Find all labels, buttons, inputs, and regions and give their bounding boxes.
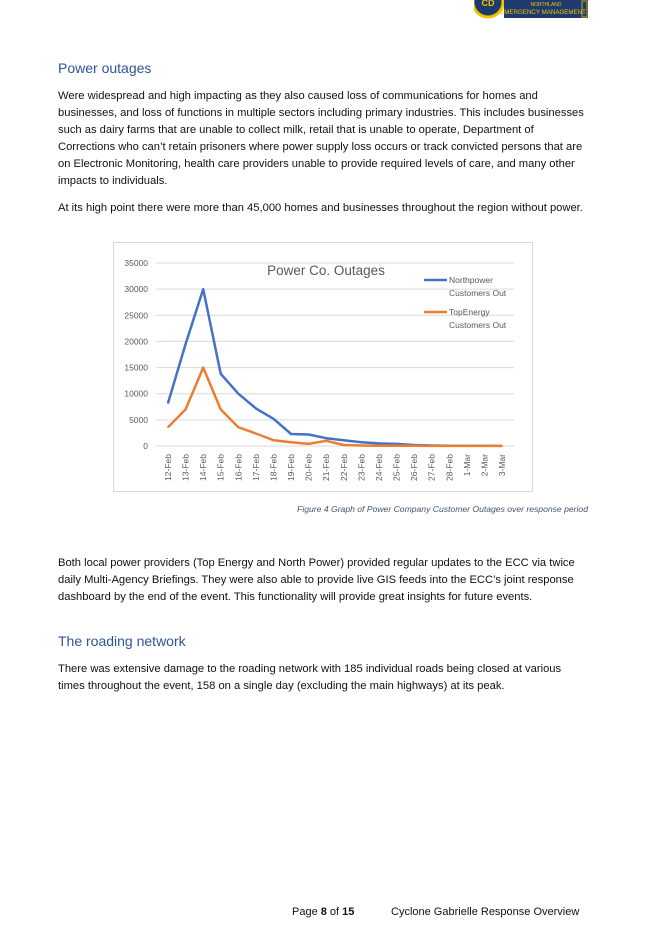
- outages-chart-svg: [114, 243, 532, 491]
- logo-line1: NORTHLAND: [530, 2, 562, 8]
- x-tick-label: 19-Feb: [286, 454, 297, 481]
- x-tick-label: 28-Feb: [444, 454, 455, 481]
- page-prefix: Page: [292, 906, 321, 918]
- page-current: 8: [320, 906, 327, 918]
- x-tick-label: 1-Mar: [461, 454, 472, 477]
- page-total: 15: [342, 906, 355, 918]
- x-tick-label: 13-Feb: [180, 454, 191, 481]
- x-tick-label: 17-Feb: [250, 454, 261, 481]
- data-point: [238, 393, 240, 395]
- x-tick-label: 25-Feb: [391, 454, 402, 481]
- x-tick-label: 15-Feb: [215, 454, 226, 481]
- data-point: [343, 439, 345, 441]
- data-point: [484, 445, 486, 447]
- legend-label: Customers Out: [449, 320, 507, 330]
- data-point: [290, 442, 292, 444]
- data-point: [202, 367, 204, 369]
- y-tick-label: 5000: [129, 414, 148, 425]
- outages-chart: [113, 242, 533, 492]
- legend-label: Customers Out: [449, 288, 507, 298]
- x-tick-label: 24-Feb: [373, 454, 384, 481]
- series-line-topenergy: [168, 368, 502, 446]
- power-outages-paragraph-2: At its high point there were more than 45,000 homes and businesses throughout the region without power.: [58, 202, 583, 214]
- data-point: [238, 426, 240, 428]
- page-number: [292, 906, 354, 918]
- x-tick-label: 16-Feb: [233, 454, 244, 481]
- roading-network-heading: The roading network: [58, 633, 186, 649]
- chart-title: Power Co. Outages: [267, 263, 385, 278]
- y-tick-label: 25000: [124, 310, 148, 321]
- x-tick-label: 27-Feb: [426, 454, 437, 481]
- y-tick-label: 0: [143, 441, 148, 451]
- data-point: [361, 445, 363, 447]
- data-point: [325, 440, 327, 442]
- y-tick-label: 15000: [124, 362, 148, 373]
- data-point: [378, 445, 380, 447]
- data-point: [167, 402, 169, 404]
- data-point: [361, 442, 363, 444]
- page-of: of: [326, 906, 343, 918]
- data-point: [325, 437, 327, 439]
- x-tick-label: 3-Mar: [497, 454, 507, 477]
- data-point: [308, 434, 310, 436]
- x-tick-label: 14-Feb: [198, 454, 209, 481]
- data-point: [501, 445, 503, 447]
- data-point: [167, 426, 169, 428]
- document-title: Cyclone Gabrielle Response Overview: [391, 906, 580, 918]
- data-point: [378, 443, 380, 445]
- logo-initials: CD: [481, 0, 495, 8]
- data-point: [273, 418, 275, 420]
- x-tick-label: 23-Feb: [356, 454, 367, 481]
- power-outages-paragraph-1: Were widespread and high impacting as they also caused loss of communications for homes and businesses, and loss of functions in multiple sectors including primary industries. This includes businesses such as dairy farms that are unable to collect milk, retail that is unable to operate, Department of Corrections who can’t retain prisoners where power supply loss occurs or track convicted persons that are on Electronic Monitoring, health care providers unable to provide required levels of care, and many other impacts to individuals.: [58, 90, 584, 187]
- data-point: [185, 343, 187, 345]
- legend-label: TopEnergy: [449, 307, 490, 317]
- data-point: [466, 445, 468, 447]
- x-tick-label: 2-Mar: [479, 454, 490, 477]
- x-tick-label: 20-Feb: [303, 454, 314, 481]
- data-point: [202, 288, 204, 290]
- power-outages-paragraph-3: Both local power providers (Top Energy and North Power) provided regular updates to the ECC via twice daily Multi-Agency Briefings. They were also able to provide live GIS feeds into the ECC’s joint response dashboard by the end of the event. This functionality will provide great insights for future events.: [58, 557, 575, 603]
- legend-label: Northpower: [449, 275, 493, 285]
- x-tick-label: 21-Feb: [321, 454, 332, 481]
- data-point: [343, 444, 345, 446]
- y-tick-label: 35000: [124, 258, 148, 268]
- logo-line2: EMERGENCY MANAGEMENT: [500, 9, 586, 16]
- x-tick-label: 18-Feb: [268, 454, 279, 481]
- y-tick-label: 30000: [124, 284, 148, 295]
- header-logo: [474, 0, 588, 20]
- data-point: [431, 445, 433, 447]
- data-point: [273, 439, 275, 441]
- data-point: [413, 445, 415, 447]
- power-outages-heading: Power outages: [58, 60, 152, 76]
- data-point: [396, 445, 398, 447]
- y-tick-label: 20000: [124, 336, 148, 347]
- data-point: [220, 409, 222, 411]
- data-point: [255, 433, 257, 435]
- x-tick-label: 22-Feb: [338, 454, 349, 481]
- x-tick-label: 26-Feb: [409, 454, 420, 481]
- y-tick-label: 10000: [124, 388, 148, 399]
- data-point: [308, 443, 310, 445]
- x-tick-label: 12-Feb: [163, 454, 173, 481]
- data-point: [185, 409, 187, 411]
- data-point: [290, 433, 292, 435]
- figure-caption: Figure 4 Graph of Power Company Customer Outages over response period: [297, 504, 588, 514]
- data-point: [255, 408, 257, 410]
- data-point: [220, 373, 222, 375]
- roading-network-paragraph: There was extensive damage to the roading network with 185 individual roads being closed at various times throughout the event, 158 on a single day (excluding the main highways) at its peak.: [58, 663, 562, 692]
- data-point: [448, 445, 450, 447]
